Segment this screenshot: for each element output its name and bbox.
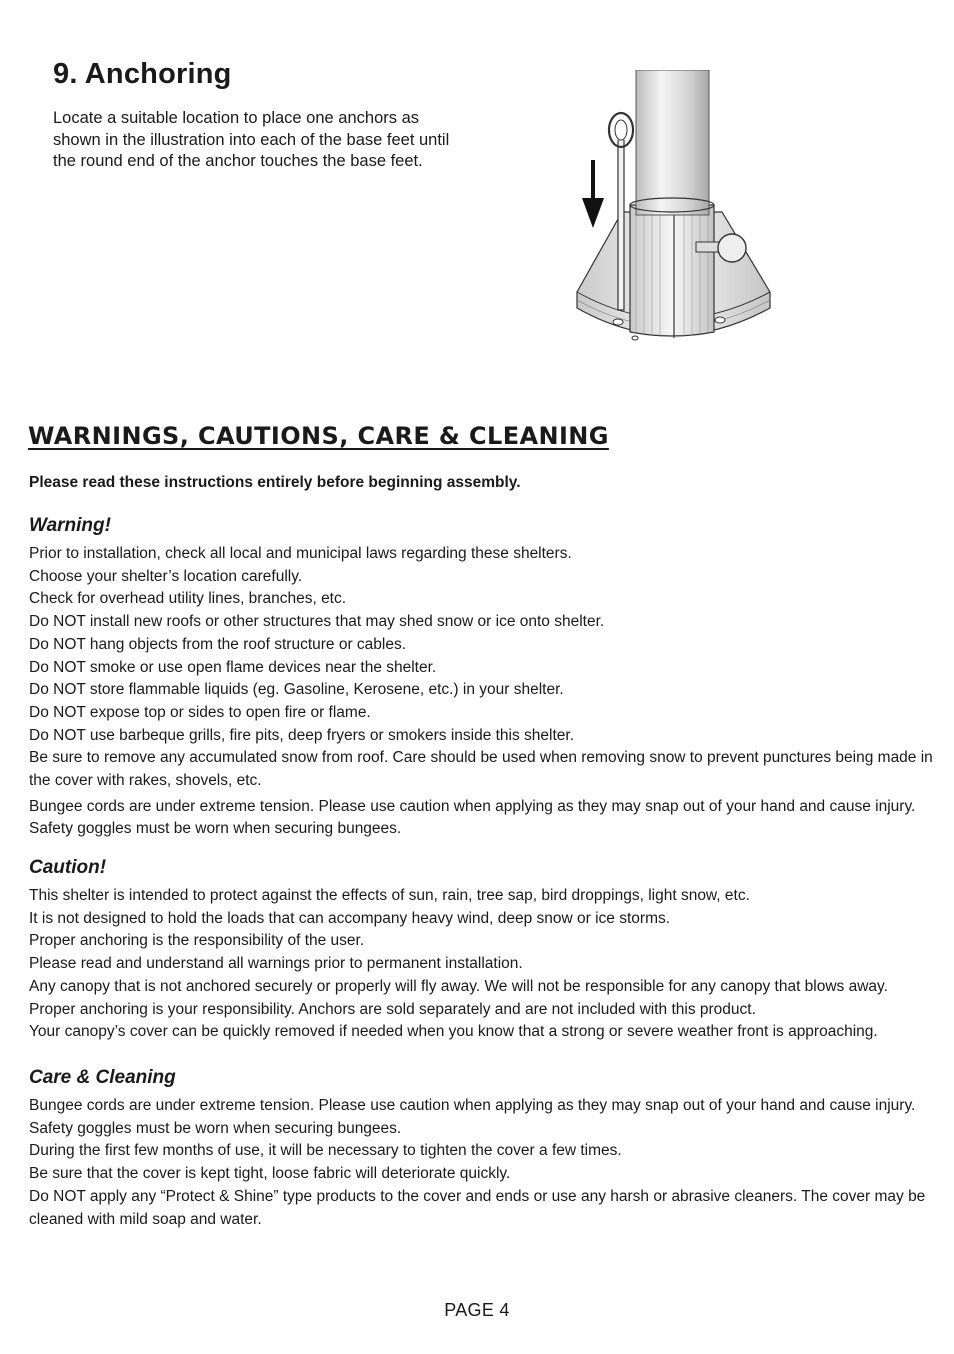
page-number: PAGE 4 [444, 1300, 510, 1320]
warning-line: Do NOT expose top or sides to open fire or flame. [29, 703, 371, 721]
warning-line: Choose your shelter’s location carefully. [29, 567, 303, 585]
care-cleaning-title: Care & Cleaning [29, 1067, 176, 1088]
warning-line: Be sure to remove any accumulated snow from roof. Care should be used when removing snow to prevent punctures being made in the cover with rakes, shovels, etc. [29, 749, 933, 790]
read-instructions-notice: Please read these instructions entirely before beginning assembly. [29, 474, 521, 491]
warning-line: Do NOT use barbeque grills, fire pits, deep fryers or smokers inside this shelter. [29, 726, 575, 744]
caution-line: This shelter is intended to protect against the effects of sun, rain, tree sap, bird droppings, light snow, etc. [29, 887, 750, 904]
care-cleaning-section [29, 1066, 944, 1231]
warnings-heading: WARNINGS, CAUTIONS, CARE & CLEANING [28, 422, 609, 450]
caution-line: Proper anchoring is your responsibility. Anchors are sold separately and are not included with this product. [29, 1000, 756, 1018]
warning-line: Bungee cords are under extreme tension. Please use caution when applying as they may snap out of your hand and cause injury. Safety goggles must be worn when securing bungees. [29, 797, 916, 838]
warning-title: Warning! [29, 515, 111, 536]
care-line: During the first few months of use, it will be necessary to tighten the cover a few times. [29, 1142, 622, 1160]
warning-section [29, 514, 944, 841]
caution-line: Proper anchoring is the responsibility of the user. [29, 932, 365, 950]
section-title-anchoring: 9. Anchoring [53, 58, 232, 90]
warning-line: Check for overhead utility lines, branches, etc. [29, 590, 347, 608]
warning-line: Prior to installation, check all local and municipal laws regarding these shelters. [29, 545, 572, 562]
warning-line: Do NOT install new roofs or other structures that may shed snow or ice onto shelter. [29, 613, 605, 631]
caution-line: It is not designed to hold the loads that can accompany heavy wind, deep snow or ice storms. [29, 909, 671, 927]
warning-line: Do NOT hang objects from the roof structure or cables. [29, 635, 407, 653]
caution-line: Your canopy’s cover can be quickly removed if needed when you know that a strong or severe weather front is approaching. [29, 1023, 878, 1041]
warning-line: Do NOT smoke or use open flame devices near the shelter. [29, 658, 437, 676]
anchor-illustration [572, 70, 777, 355]
care-line: Do NOT apply any “Protect & Shine” type products to the cover and ends or use any harsh or abrasive cleaners. The cover may be cleaned with mild soap and water. [29, 1187, 926, 1228]
caution-section [29, 856, 944, 1044]
warning-line: Do NOT store flammable liquids (eg. Gasoline, Kerosene, etc.) in your shelter. [29, 681, 564, 699]
caution-line: Please read and understand all warnings prior to permanent installation. [29, 955, 523, 973]
care-line: Be sure that the cover is kept tight, loose fabric will deteriorate quickly. [29, 1165, 511, 1183]
caution-title: Caution! [29, 857, 107, 878]
anchoring-instructions: Locate a suitable location to place one anchors as shown in the illustration into each of the base feet until the round end of the anchor touches the base feet. [53, 109, 450, 171]
care-line: Bungee cords are under extreme tension. Please use caution when applying as they may snap out of your hand and cause injury. Safety goggles must be worn when securing bungees. [29, 1097, 916, 1137]
caution-line: Any canopy that is not anchored securely or properly will fly away. We will not be responsible for any canopy that blows away. [29, 977, 888, 995]
